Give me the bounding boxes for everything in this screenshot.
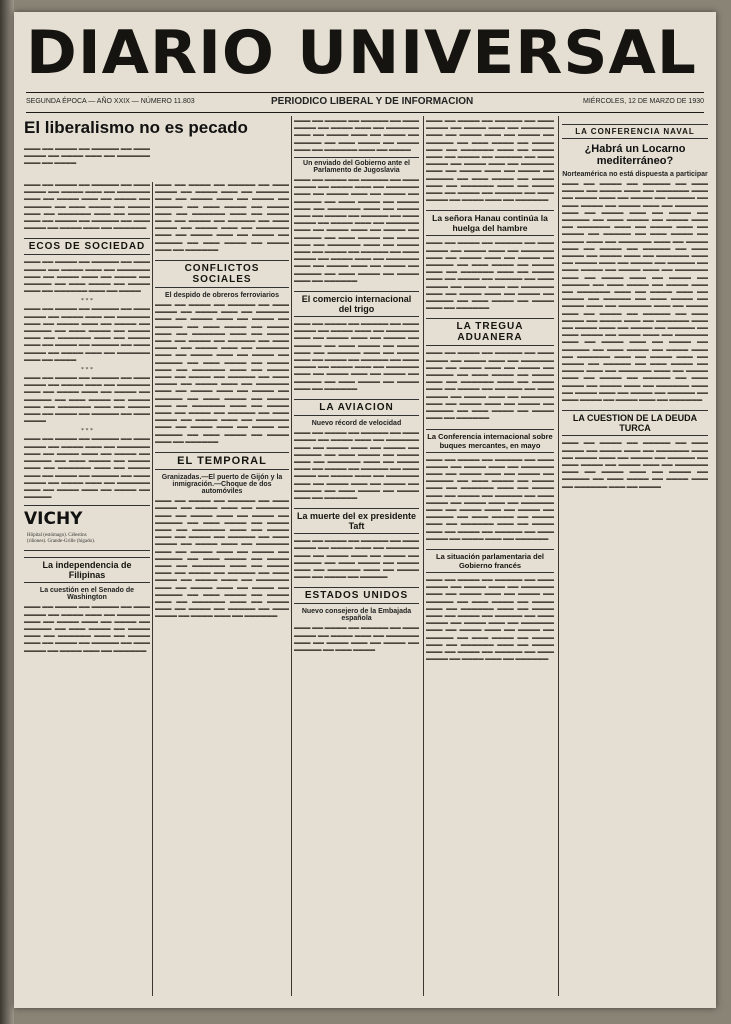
column-rule <box>291 116 292 996</box>
column-1-right <box>155 182 289 1008</box>
section-heading-comercio: El comercio internacional del trigo <box>294 291 419 317</box>
section-heading-buques: La Conferencia internacional sobre buques mercantes, en mayo <box>426 429 554 453</box>
article-text-block: ▬▬▬ ▬▬ ▬▬▬▬ ▬▬ ▬▬▬▬▬ ▬▬ ▬▬▬ ▬▬▬▬ ▬▬ ▬▬▬▬ ▬▬▬ ▬▬ ▬▬▬▬▬▬ ▬▬▬ ▬▬ ▬▬▬▬ <box>24 146 150 167</box>
column-rule <box>558 116 559 996</box>
article-text-block: ▬▬▬ ▬▬ ▬▬▬▬ ▬▬ ▬▬▬▬▬ ▬▬ ▬▬▬ ▬▬▬▬ ▬▬ ▬▬▬▬ ▬▬▬ ▬▬ ▬▬▬▬▬▬ ▬▬▬ ▬▬ ▬▬▬▬ ▬▬▬ ▬▬ ▬▬▬▬ ▬▬ ▬▬▬▬▬ ▬▬ ▬▬▬ ▬▬▬▬ ▬▬ ▬▬▬▬ ▬▬▬ ▬▬ ▬▬▬▬▬▬ ▬▬▬ ▬▬ ▬▬▬▬ ▬▬▬ ▬▬ ▬▬▬▬ ▬▬ ▬▬▬▬▬ ▬▬ ▬▬▬ ▬▬▬▬ ▬▬ ▬▬▬▬ ▬▬▬ ▬▬ ▬▬▬▬▬▬ ▬▬▬ ▬▬ ▬▬▬▬ <box>24 306 150 363</box>
subheading-locarno: ¿Habrá un Locarno mediterráneo? <box>584 143 686 167</box>
article-text-block: ▬▬▬ ▬▬ ▬▬▬▬ ▬▬ ▬▬▬▬▬ ▬▬ ▬▬▬ ▬▬▬▬ ▬▬ ▬▬▬▬ ▬▬▬ ▬▬ ▬▬▬▬▬▬ ▬▬▬ ▬▬ ▬▬▬▬ ▬▬▬ ▬▬ ▬▬▬▬ ▬▬ ▬▬▬▬▬ ▬▬ ▬▬▬ ▬▬▬▬ ▬▬ ▬▬▬▬ ▬▬▬ ▬▬ ▬▬▬▬▬▬ ▬▬▬ ▬▬ ▬▬▬▬ <box>24 259 150 295</box>
book-spine <box>0 0 14 1024</box>
article-text-block: ▬▬▬ ▬▬ ▬▬▬▬ ▬▬ ▬▬▬▬▬ ▬▬ ▬▬▬ ▬▬▬▬ ▬▬ ▬▬▬▬ ▬▬▬ ▬▬ ▬▬▬▬▬▬ ▬▬▬ ▬▬ ▬▬▬▬ ▬▬▬ ▬▬ ▬▬▬▬ ▬▬ ▬▬▬▬▬ ▬▬ ▬▬▬ ▬▬▬▬ ▬▬ ▬▬▬▬ ▬▬▬ ▬▬ ▬▬▬▬▬▬ ▬▬▬ ▬▬ ▬▬▬▬ ▬▬▬ ▬▬ ▬▬▬▬ ▬▬ ▬▬▬▬▬ ▬▬ ▬▬▬ ▬▬▬▬ ▬▬ ▬▬▬▬ ▬▬▬ ▬▬ ▬▬▬▬▬▬ ▬▬▬ ▬▬ ▬▬▬▬ ▬▬▬ ▬▬ ▬▬▬▬ ▬▬ ▬▬▬▬▬ ▬▬ ▬▬▬ ▬▬▬▬ ▬▬ ▬▬▬▬ ▬▬▬ ▬▬ ▬▬▬▬▬▬ <box>155 182 289 253</box>
section-heading-filipinas: La independencia de Filipinas <box>24 557 150 583</box>
separator: * * * <box>81 367 93 374</box>
article-text-block: ▬▬▬ ▬▬ ▬▬▬▬ ▬▬ ▬▬▬▬▬ ▬▬ ▬▬▬ ▬▬▬▬ ▬▬ ▬▬▬▬ ▬▬▬ ▬▬ ▬▬▬▬▬▬ ▬▬▬ ▬▬ ▬▬▬▬ ▬▬▬ ▬▬ ▬▬▬▬ ▬▬ ▬▬▬▬▬ ▬▬ ▬▬▬ ▬▬▬▬ ▬▬ ▬▬▬▬ ▬▬▬ ▬▬ ▬▬▬▬▬▬ ▬▬▬ ▬▬ ▬▬▬▬ ▬▬▬ ▬▬ ▬▬▬▬ ▬▬ ▬▬▬▬▬ ▬▬ ▬▬▬ ▬▬▬▬ ▬▬ ▬▬▬▬ ▬▬▬ ▬▬ ▬▬▬▬▬▬ ▬▬▬ ▬▬ ▬▬▬▬ ▬▬▬ ▬▬ ▬▬▬▬ ▬▬ ▬▬▬▬▬ ▬▬ ▬▬▬ ▬▬▬▬ ▬▬ ▬▬▬▬ ▬▬▬ ▬▬ ▬▬▬▬▬▬ ▬▬▬ ▬▬ ▬▬▬▬ ▬▬▬ ▬▬ ▬▬▬▬ ▬▬ ▬▬▬▬▬ ▬▬ ▬▬▬ ▬▬▬▬ ▬▬ ▬▬▬▬ ▬▬▬ ▬▬ ▬▬▬▬▬▬ <box>426 456 554 542</box>
newspaper-page <box>14 12 716 1008</box>
section-heading-ecos: ECOS DE SOCIEDAD <box>24 238 150 255</box>
column-3 <box>426 118 554 998</box>
article-text-block: ▬▬▬ ▬▬ ▬▬▬▬ ▬▬ ▬▬▬▬▬ ▬▬ ▬▬▬ ▬▬▬▬ ▬▬ ▬▬▬▬ ▬▬▬ ▬▬ ▬▬▬▬▬▬ ▬▬▬ ▬▬ ▬▬▬▬ ▬▬▬ ▬▬ ▬▬▬▬ ▬▬ ▬▬▬▬▬ ▬▬ ▬▬▬ ▬▬▬▬ ▬▬ ▬▬▬▬ ▬▬▬ ▬▬ ▬▬▬▬▬▬ ▬▬▬ ▬▬ ▬▬▬▬ ▬▬▬ ▬▬ ▬▬▬▬ ▬▬ ▬▬▬▬▬ <box>294 538 419 581</box>
article-text-block: ▬▬▬ ▬▬ ▬▬▬▬ ▬▬ ▬▬▬▬▬ ▬▬ ▬▬▬ ▬▬▬▬ ▬▬ ▬▬▬▬ ▬▬▬ ▬▬ ▬▬▬▬▬▬ ▬▬▬ ▬▬ ▬▬▬▬ ▬▬▬ ▬▬ ▬▬▬▬ ▬▬ ▬▬▬▬▬ ▬▬ ▬▬▬ ▬▬▬▬ ▬▬ ▬▬▬▬ ▬▬▬ ▬▬ ▬▬▬▬▬▬ ▬▬▬ ▬▬ ▬▬▬▬ ▬▬▬ ▬▬ ▬▬▬▬ ▬▬ ▬▬▬▬▬ ▬▬ ▬▬▬ ▬▬▬▬ ▬▬ ▬▬▬▬ ▬▬▬ ▬▬ ▬▬▬▬▬▬ <box>24 604 150 654</box>
article-text-block: ▬▬▬ ▬▬ ▬▬▬▬ ▬▬ ▬▬▬▬▬ ▬▬ ▬▬▬ ▬▬▬▬ ▬▬ ▬▬▬▬ ▬▬▬ ▬▬ ▬▬▬▬▬▬ ▬▬▬ ▬▬ ▬▬▬▬ ▬▬▬ ▬▬ ▬▬▬▬ ▬▬ ▬▬▬▬▬ ▬▬ ▬▬▬ ▬▬▬▬ ▬▬ ▬▬▬▬ ▬▬▬ ▬▬ ▬▬▬▬▬▬ ▬▬▬ ▬▬ ▬▬▬▬ ▬▬▬ ▬▬ ▬▬▬▬ ▬▬ ▬▬▬▬▬ ▬▬ ▬▬▬ ▬▬▬▬ ▬▬ ▬▬▬▬ ▬▬▬ ▬▬ ▬▬▬▬▬▬ ▬▬▬ ▬▬ ▬▬▬▬ ▬▬▬ ▬▬ ▬▬▬▬ ▬▬ ▬▬▬▬▬ ▬▬ ▬▬▬ ▬▬▬▬ ▬▬ ▬▬▬▬ ▬▬▬ ▬▬ ▬▬▬▬▬▬ ▬▬▬ ▬▬ ▬▬▬▬ ▬▬▬ ▬▬ ▬▬▬▬ ▬▬ ▬▬▬▬▬ ▬▬ ▬▬▬ ▬▬▬▬ ▬▬ ▬▬▬▬ ▬▬▬ ▬▬ ▬▬▬▬▬▬ ▬▬▬ ▬▬ ▬▬▬▬ ▬▬▬ ▬▬ ▬▬▬▬ ▬▬ ▬▬▬▬▬ ▬▬ ▬▬▬ ▬▬▬▬ ▬▬ ▬▬▬▬ ▬▬▬ ▬▬ ▬▬▬▬▬▬ ▬▬▬ ▬▬ ▬▬▬▬ ▬▬▬ ▬▬ ▬▬▬▬ ▬▬ ▬▬▬▬▬ ▬▬ ▬▬▬ ▬▬▬▬ ▬▬ ▬▬▬▬ ▬▬▬ ▬▬ ▬▬▬▬▬▬ <box>155 498 289 620</box>
section-heading-aviacion: LA AVIACION <box>294 399 419 416</box>
article-text-block: ▬▬▬ ▬▬ ▬▬▬▬ ▬▬ ▬▬▬▬▬ ▬▬ ▬▬▬ ▬▬▬▬ ▬▬ ▬▬▬▬ ▬▬▬ ▬▬ ▬▬▬▬▬▬ ▬▬▬ ▬▬ ▬▬▬▬ ▬▬▬ ▬▬ ▬▬▬▬ ▬▬ ▬▬▬▬▬ ▬▬ ▬▬▬ ▬▬▬▬ ▬▬ ▬▬▬▬ ▬▬▬ ▬▬ ▬▬▬▬▬▬ ▬▬▬ ▬▬ ▬▬▬▬ ▬▬▬ ▬▬ ▬▬▬▬ ▬▬ ▬▬▬▬▬ ▬▬ ▬▬▬ ▬▬▬▬ ▬▬ ▬▬▬▬ ▬▬▬ ▬▬ ▬▬▬▬▬▬ ▬▬▬ ▬▬ ▬▬▬▬ ▬▬▬ ▬▬ ▬▬▬▬ ▬▬ ▬▬▬▬▬ ▬▬ ▬▬▬ ▬▬▬▬ ▬▬ ▬▬▬▬ ▬▬▬ ▬▬ ▬▬▬▬▬▬ ▬▬▬ ▬▬ ▬▬▬▬ ▬▬▬ ▬▬ ▬▬▬▬ ▬▬ ▬▬▬▬▬ ▬▬ ▬▬▬ ▬▬▬▬ ▬▬ ▬▬▬▬ ▬▬▬ ▬▬ ▬▬▬▬▬▬ ▬▬▬ ▬▬ ▬▬▬▬ ▬▬▬ ▬▬ ▬▬▬▬ ▬▬ ▬▬▬▬▬ ▬▬ ▬▬▬ ▬▬▬▬ ▬▬ ▬▬▬▬ ▬▬▬ ▬▬ ▬▬▬▬▬▬ <box>294 177 419 284</box>
section-heading-deuda-turca: LA CUESTION DE LA DEUDA TURCA <box>562 410 708 436</box>
masthead-rule-top <box>26 92 704 93</box>
subheading-aviacion: Nuevo récord de velocidad <box>311 420 402 428</box>
tagline: PERIODICO LIBERAL Y DE INFORMACION <box>271 96 474 107</box>
vichy-advert <box>24 505 150 551</box>
article-text-block: ▬▬▬ ▬▬ ▬▬▬▬ ▬▬ ▬▬▬▬▬ ▬▬ ▬▬▬ ▬▬▬▬ ▬▬ ▬▬▬▬ ▬▬▬ ▬▬ ▬▬▬▬▬▬ ▬▬▬ ▬▬ ▬▬▬▬ ▬▬▬ ▬▬ ▬▬▬▬ ▬▬ ▬▬▬▬▬ ▬▬ ▬▬▬ ▬▬▬▬ ▬▬ ▬▬▬▬ ▬▬▬ ▬▬ ▬▬▬▬▬▬ ▬▬▬ ▬▬ ▬▬▬▬ ▬▬▬ ▬▬ ▬▬▬▬ ▬▬ ▬▬▬▬▬ ▬▬ ▬▬▬ ▬▬▬▬ ▬▬ ▬▬▬▬ ▬▬▬ ▬▬ ▬▬▬▬▬▬ <box>24 182 150 232</box>
article-text-block: ▬▬▬ ▬▬ ▬▬▬▬ ▬▬ ▬▬▬▬▬ ▬▬ ▬▬▬ ▬▬▬▬ ▬▬ ▬▬▬▬ ▬▬▬ ▬▬ ▬▬▬▬▬▬ ▬▬▬ ▬▬ ▬▬▬▬ ▬▬▬ ▬▬ ▬▬▬▬ ▬▬ ▬▬▬▬▬ ▬▬ ▬▬▬ ▬▬▬▬ ▬▬ ▬▬▬▬ ▬▬▬ ▬▬ ▬▬▬▬▬▬ ▬▬▬ ▬▬ ▬▬▬▬ ▬▬▬ ▬▬ ▬▬▬▬ ▬▬ ▬▬▬▬▬ ▬▬ ▬▬▬ ▬▬▬▬ ▬▬ ▬▬▬▬ ▬▬▬ ▬▬ ▬▬▬▬▬▬ ▬▬▬ ▬▬ ▬▬▬▬ ▬▬▬ ▬▬ ▬▬▬▬ ▬▬ ▬▬▬▬▬ ▬▬ ▬▬▬ ▬▬▬▬ ▬▬ ▬▬▬▬ ▬▬▬ ▬▬ ▬▬▬▬▬▬ <box>294 430 419 501</box>
newspaper-title: DIARIO UNIVERSAL <box>26 18 697 88</box>
article-text-block: ▬▬▬ ▬▬ ▬▬▬▬ ▬▬ ▬▬▬▬▬ ▬▬ ▬▬▬ ▬▬▬▬ ▬▬ ▬▬▬▬ ▬▬▬ ▬▬ ▬▬▬▬▬▬ ▬▬▬ ▬▬ ▬▬▬▬ ▬▬▬ ▬▬ ▬▬▬▬ ▬▬ ▬▬▬▬▬ ▬▬ ▬▬▬ ▬▬▬▬ ▬▬ ▬▬▬▬ ▬▬▬ ▬▬ ▬▬▬▬▬▬ ▬▬▬ ▬▬ ▬▬▬▬ ▬▬▬ ▬▬ ▬▬▬▬ ▬▬ ▬▬▬▬▬ ▬▬ ▬▬▬ ▬▬▬▬ ▬▬ ▬▬▬▬ ▬▬▬ ▬▬ ▬▬▬▬▬▬ ▬▬▬ ▬▬ ▬▬▬▬ ▬▬▬ ▬▬ ▬▬▬▬ ▬▬ ▬▬▬▬▬ ▬▬ ▬▬▬ ▬▬▬▬ ▬▬ ▬▬▬▬ ▬▬▬ ▬▬ ▬▬▬▬▬▬ ▬▬▬ ▬▬ ▬▬▬▬ ▬▬▬ ▬▬ ▬▬▬▬ ▬▬ ▬▬▬▬▬ ▬▬ ▬▬▬ ▬▬▬▬ ▬▬ ▬▬▬▬ ▬▬▬ ▬▬ ▬▬▬▬▬▬ <box>426 118 554 204</box>
article-text-block: ▬▬▬ ▬▬ ▬▬▬▬ ▬▬ ▬▬▬▬▬ ▬▬ ▬▬▬ ▬▬▬▬ ▬▬ ▬▬▬▬ ▬▬▬ ▬▬ ▬▬▬▬▬▬ ▬▬▬ ▬▬ ▬▬▬▬ ▬▬▬ ▬▬ ▬▬▬▬ ▬▬ ▬▬▬▬▬ ▬▬ ▬▬▬ ▬▬▬▬ ▬▬ ▬▬▬▬ ▬▬▬ ▬▬ ▬▬▬▬▬▬ ▬▬▬ ▬▬ ▬▬▬▬ ▬▬▬ ▬▬ ▬▬▬▬ ▬▬ ▬▬▬▬▬ ▬▬ ▬▬▬ ▬▬▬▬ <box>24 375 150 425</box>
article-text-block: ▬▬▬ ▬▬ ▬▬▬▬ ▬▬ ▬▬▬▬▬ ▬▬ ▬▬▬ ▬▬▬▬ ▬▬ ▬▬▬▬ ▬▬▬ ▬▬ ▬▬▬▬▬▬ ▬▬▬ ▬▬ ▬▬▬▬ ▬▬▬ ▬▬ ▬▬▬▬ ▬▬ ▬▬▬▬▬ ▬▬ ▬▬▬ ▬▬▬▬ ▬▬ ▬▬▬▬ ▬▬▬ ▬▬ ▬▬▬▬▬▬ ▬▬▬ ▬▬ ▬▬▬▬ ▬▬▬ ▬▬ ▬▬▬▬ ▬▬ ▬▬▬▬▬ ▬▬ ▬▬▬ ▬▬▬▬ ▬▬ ▬▬▬▬ ▬▬▬ ▬▬ ▬▬▬▬▬▬ ▬▬▬ ▬▬ ▬▬▬▬ <box>562 440 708 490</box>
article-text-block: ▬▬▬ ▬▬ ▬▬▬▬ ▬▬ ▬▬▬▬▬ ▬▬ ▬▬▬ ▬▬▬▬ ▬▬ ▬▬▬▬ ▬▬▬ ▬▬ ▬▬▬▬▬▬ ▬▬▬ ▬▬ ▬▬▬▬ ▬▬▬ ▬▬ ▬▬▬▬ ▬▬ ▬▬▬▬▬ ▬▬ ▬▬▬ ▬▬▬▬ ▬▬ ▬▬▬▬ ▬▬▬ ▬▬ ▬▬▬▬▬▬ ▬▬▬ ▬▬ ▬▬▬▬ ▬▬▬ ▬▬ ▬▬▬▬ ▬▬ ▬▬▬▬▬ ▬▬ ▬▬▬ ▬▬▬▬ ▬▬ ▬▬▬▬ ▬▬▬ ▬▬ ▬▬▬▬▬▬ ▬▬▬ ▬▬ ▬▬▬▬ ▬▬▬ ▬▬ ▬▬▬▬ ▬▬ ▬▬▬▬▬ ▬▬ ▬▬▬ ▬▬▬▬ ▬▬ ▬▬▬▬ ▬▬▬ ▬▬ ▬▬▬▬▬▬ ▬▬▬ ▬▬ ▬▬▬▬ ▬▬▬ ▬▬ ▬▬▬▬ ▬▬ ▬▬▬▬▬ ▬▬ ▬▬▬ ▬▬▬▬ ▬▬ ▬▬▬▬ ▬▬▬ ▬▬ ▬▬▬▬▬▬ ▬▬▬ ▬▬ ▬▬▬▬ ▬▬▬ ▬▬ ▬▬▬▬ ▬▬ ▬▬▬▬▬ ▬▬ ▬▬▬ ▬▬▬▬ ▬▬ ▬▬▬▬ ▬▬▬ ▬▬ ▬▬▬▬▬▬ ▬▬▬ ▬▬ ▬▬▬▬ ▬▬▬ ▬▬ ▬▬▬▬ ▬▬ ▬▬▬▬▬ ▬▬ ▬▬▬ ▬▬▬▬ ▬▬ ▬▬▬▬ ▬▬▬ ▬▬ ▬▬▬▬▬▬ ▬▬▬ ▬▬ ▬▬▬▬ ▬▬▬ ▬▬ ▬▬▬▬ ▬▬ ▬▬▬▬▬ ▬▬ ▬▬▬ ▬▬▬▬ ▬▬ ▬▬▬▬ ▬▬▬ ▬▬ ▬▬▬▬▬▬ <box>155 302 289 445</box>
article-text-block: ▬▬▬ ▬▬ ▬▬▬▬ ▬▬ ▬▬▬▬▬ ▬▬ ▬▬▬ ▬▬▬▬ ▬▬ ▬▬▬▬ ▬▬▬ ▬▬ ▬▬▬▬▬▬ ▬▬▬ ▬▬ ▬▬▬▬ ▬▬▬ ▬▬ ▬▬▬▬ ▬▬ ▬▬▬▬▬ ▬▬ ▬▬▬ ▬▬▬▬ <box>294 625 419 653</box>
column-rule <box>423 116 424 996</box>
section-heading-naval: LA CONFERENCIA NAVAL <box>562 124 708 139</box>
article-text-block: ▬▬▬ ▬▬ ▬▬▬▬ ▬▬ ▬▬▬▬▬ ▬▬ ▬▬▬ ▬▬▬▬ ▬▬ ▬▬▬▬ ▬▬▬ ▬▬ ▬▬▬▬▬▬ ▬▬▬ ▬▬ ▬▬▬▬ ▬▬▬ ▬▬ ▬▬▬▬ ▬▬ ▬▬▬▬▬ ▬▬ ▬▬▬ ▬▬▬▬ ▬▬ ▬▬▬▬ ▬▬▬ ▬▬ ▬▬▬▬▬▬ ▬▬▬ ▬▬ ▬▬▬▬ ▬▬▬ ▬▬ ▬▬▬▬ ▬▬ ▬▬▬▬▬ ▬▬ ▬▬▬ ▬▬▬▬ ▬▬ ▬▬▬▬ ▬▬▬ ▬▬ ▬▬▬▬▬▬ ▬▬▬ ▬▬ ▬▬▬▬ ▬▬▬ ▬▬ ▬▬▬▬ ▬▬ ▬▬▬▬▬ ▬▬ ▬▬▬ ▬▬▬▬ ▬▬ ▬▬▬▬ ▬▬▬ ▬▬ ▬▬▬▬▬▬ ▬▬▬ ▬▬ ▬▬▬▬ ▬▬▬ ▬▬ ▬▬▬▬ ▬▬ ▬▬▬▬▬ ▬▬ ▬▬▬ ▬▬▬▬ ▬▬ ▬▬▬▬ ▬▬▬ ▬▬ ▬▬▬▬▬▬ <box>426 576 554 663</box>
article-text-block: ▬▬▬ ▬▬ ▬▬▬▬ ▬▬ ▬▬▬▬▬ ▬▬ ▬▬▬ ▬▬▬▬ ▬▬ ▬▬▬▬ ▬▬▬ ▬▬ ▬▬▬▬▬▬ ▬▬▬ ▬▬ ▬▬▬▬ ▬▬▬ ▬▬ ▬▬▬▬ ▬▬ ▬▬▬▬▬ ▬▬ ▬▬▬ ▬▬▬▬ ▬▬ ▬▬▬▬ ▬▬▬ ▬▬ ▬▬▬▬▬▬ ▬▬▬ ▬▬ ▬▬▬▬ ▬▬▬ ▬▬ ▬▬▬▬ ▬▬ ▬▬▬▬▬ ▬▬ ▬▬▬ ▬▬▬▬ ▬▬ ▬▬▬▬ ▬▬▬ ▬▬ ▬▬▬▬▬▬ ▬▬▬ ▬▬ ▬▬▬▬ ▬▬▬ ▬▬ ▬▬▬▬ ▬▬ ▬▬▬▬▬ ▬▬ ▬▬▬ ▬▬▬▬ ▬▬ ▬▬▬▬ ▬▬▬ ▬▬ ▬▬▬▬▬▬ <box>294 321 419 392</box>
issue-date: MIÉRCOLES, 12 DE MARZO DE 1930 <box>583 98 704 105</box>
section-heading-taft: La muerte del ex presidente Taft <box>294 508 419 534</box>
column-rule <box>152 182 153 996</box>
column-1-left <box>24 182 150 1008</box>
article-text-block: ▬▬▬ ▬▬ ▬▬▬▬ ▬▬ ▬▬▬▬▬ ▬▬ ▬▬▬ ▬▬▬▬ ▬▬ ▬▬▬▬ ▬▬▬ ▬▬ ▬▬▬▬▬▬ ▬▬▬ ▬▬ ▬▬▬▬ ▬▬▬ ▬▬ ▬▬▬▬ ▬▬ ▬▬▬▬▬ ▬▬ ▬▬▬ ▬▬▬▬ ▬▬ ▬▬▬▬ ▬▬▬ ▬▬ ▬▬▬▬▬▬ ▬▬▬ ▬▬ ▬▬▬▬ ▬▬▬ ▬▬ ▬▬▬▬ ▬▬ ▬▬▬▬▬ ▬▬ ▬▬▬ ▬▬▬▬ ▬▬ ▬▬▬▬ ▬▬▬ ▬▬ ▬▬▬▬▬▬ ▬▬▬ ▬▬ ▬▬▬▬ ▬▬▬ ▬▬ ▬▬▬▬ ▬▬ ▬▬▬▬▬ ▬▬ ▬▬▬ ▬▬▬▬ ▬▬ ▬▬▬▬ ▬▬▬ ▬▬ ▬▬▬▬▬▬ ▬▬▬ ▬▬ ▬▬▬▬ ▬▬▬ ▬▬ ▬▬▬▬ ▬▬ ▬▬▬▬▬ ▬▬ ▬▬▬ ▬▬▬▬ ▬▬ ▬▬▬▬ ▬▬▬ ▬▬ ▬▬▬▬▬▬ ▬▬▬ ▬▬ ▬▬▬▬ ▬▬▬ ▬▬ ▬▬▬▬ ▬▬ ▬▬▬▬▬ ▬▬ ▬▬▬ ▬▬▬▬ ▬▬ ▬▬▬▬ ▬▬▬ ▬▬ ▬▬▬▬▬▬ ▬▬▬ ▬▬ ▬▬▬▬ ▬▬▬ ▬▬ ▬▬▬▬ ▬▬ ▬▬▬▬▬ ▬▬ ▬▬▬ ▬▬▬▬ ▬▬ ▬▬▬▬ ▬▬▬ ▬▬ ▬▬▬▬▬▬ ▬▬▬ ▬▬ ▬▬▬▬ ▬▬▬ ▬▬ ▬▬▬▬ ▬▬ ▬▬▬▬▬ ▬▬ ▬▬▬ ▬▬▬▬ ▬▬ ▬▬▬▬ ▬▬▬ ▬▬ ▬▬▬▬▬▬ ▬▬▬ ▬▬ ▬▬▬▬ ▬▬▬ ▬▬ ▬▬▬▬ ▬▬ ▬▬▬▬▬ ▬▬ ▬▬▬ ▬▬▬▬ ▬▬ ▬▬▬▬ ▬▬▬ ▬▬ ▬▬▬▬▬▬ ▬▬▬ ▬▬ ▬▬▬▬ ▬▬▬ ▬▬ ▬▬▬▬ ▬▬ ▬▬▬▬▬ ▬▬ ▬▬▬ ▬▬▬▬ ▬▬ ▬▬▬▬ ▬▬▬ ▬▬ ▬▬▬▬▬▬ ▬▬▬ ▬▬ ▬▬▬▬ ▬▬▬ ▬▬ ▬▬▬▬ ▬▬ ▬▬▬▬▬ ▬▬ ▬▬▬ ▬▬▬▬ ▬▬ ▬▬▬▬ ▬▬▬ ▬▬ ▬▬▬▬▬▬ ▬▬▬ ▬▬ ▬▬▬▬ ▬▬▬ ▬▬ ▬▬▬▬ ▬▬ ▬▬▬▬▬ ▬▬ ▬▬▬ ▬▬▬▬ ▬▬ ▬▬▬▬ ▬▬▬ ▬▬ ▬▬▬▬▬▬ ▬▬▬ ▬▬ ▬▬▬▬ ▬▬▬ ▬▬ ▬▬▬▬ ▬▬ ▬▬▬▬▬ ▬▬ ▬▬▬ ▬▬▬▬ ▬▬ ▬▬▬▬ ▬▬▬ ▬▬ ▬▬▬▬▬▬ ▬▬▬ ▬▬ ▬▬▬▬ ▬▬▬ ▬▬ ▬▬▬▬ ▬▬ ▬▬▬▬▬ ▬▬ ▬▬▬ ▬▬▬▬ ▬▬ ▬▬▬▬ ▬▬▬ ▬▬ ▬▬▬▬▬▬ <box>562 181 708 404</box>
subheading-eeuu: Nuevo consejero de la Embajada española <box>301 608 412 623</box>
article-text-block: ▬▬▬ ▬▬ ▬▬▬▬ ▬▬ ▬▬▬▬▬ ▬▬ ▬▬▬ ▬▬▬▬ ▬▬ ▬▬▬▬ ▬▬▬ ▬▬ ▬▬▬▬▬▬ ▬▬▬ ▬▬ ▬▬▬▬ ▬▬▬ ▬▬ ▬▬▬▬ ▬▬ ▬▬▬▬▬ ▬▬ ▬▬▬ ▬▬▬▬ ▬▬ ▬▬▬▬ ▬▬▬ ▬▬ ▬▬▬▬▬▬ ▬▬▬ ▬▬ ▬▬▬▬ ▬▬▬ ▬▬ ▬▬▬▬ ▬▬ ▬▬▬▬▬ ▬▬ ▬▬▬ ▬▬▬▬ ▬▬ ▬▬▬▬ ▬▬▬ ▬▬ ▬▬▬▬▬▬ ▬▬▬ ▬▬ ▬▬▬▬ ▬▬▬ ▬▬ ▬▬▬▬ ▬▬ ▬▬▬▬▬ ▬▬ ▬▬▬ ▬▬▬▬ ▬▬ ▬▬▬▬ ▬▬▬ ▬▬ ▬▬▬▬▬▬ <box>426 350 554 422</box>
section-heading-hanau: La señora Hanau continúa la huelga del hambre <box>426 210 554 236</box>
section-heading-parlamento: La situación parlamentaria del Gobierno francés <box>426 549 554 573</box>
article-text-block: ▬▬▬ ▬▬ ▬▬▬▬ ▬▬ ▬▬▬▬▬ ▬▬ ▬▬▬ ▬▬▬▬ ▬▬ ▬▬▬▬ ▬▬▬ ▬▬ ▬▬▬▬▬▬ ▬▬▬ ▬▬ ▬▬▬▬ ▬▬▬ ▬▬ ▬▬▬▬ ▬▬ ▬▬▬▬▬ ▬▬ ▬▬▬ ▬▬▬▬ ▬▬ ▬▬▬▬ ▬▬▬ ▬▬ ▬▬▬▬▬▬ ▬▬▬ ▬▬ ▬▬▬▬ <box>294 118 419 153</box>
lead-headline: El liberalismo no es pecado <box>24 118 248 137</box>
vichy-note: Hôpital (estómago). Célestins (riñones). Grande-Grille (hígado). <box>27 533 96 545</box>
masthead-subline <box>26 96 704 110</box>
column-2 <box>294 118 419 998</box>
masthead-rule-bottom <box>26 112 704 113</box>
subheading-enviado: Un enviado del Gobierno ante el Parlamento de Jugoslavia <box>294 157 419 174</box>
lead-article-head <box>24 118 289 182</box>
section-heading-eeuu: ESTADOS UNIDOS <box>294 587 419 604</box>
section-heading-temporal: EL TEMPORAL <box>155 452 289 470</box>
subheading-temporal: Granizadas.—El puerto de Gijón y la inmigración.—Choque de dos automóviles <box>161 474 283 496</box>
column-4 <box>562 118 708 998</box>
subheading-norteamerica: Norteamérica no está dispuesta a participar <box>562 171 708 178</box>
article-text-block: ▬▬▬ ▬▬ ▬▬▬▬ ▬▬ ▬▬▬▬▬ ▬▬ ▬▬▬ ▬▬▬▬ ▬▬ ▬▬▬▬ ▬▬▬ ▬▬ ▬▬▬▬▬▬ ▬▬▬ ▬▬ ▬▬▬▬ ▬▬▬ ▬▬ ▬▬▬▬ ▬▬ ▬▬▬▬▬ ▬▬ ▬▬▬ ▬▬▬▬ ▬▬ ▬▬▬▬ ▬▬▬ ▬▬ ▬▬▬▬▬▬ ▬▬▬ ▬▬ ▬▬▬▬ ▬▬▬ ▬▬ ▬▬▬▬ ▬▬ ▬▬▬▬▬ ▬▬ ▬▬▬ ▬▬▬▬ ▬▬ ▬▬▬▬ ▬▬▬ ▬▬ ▬▬▬▬▬▬ ▬▬▬ ▬▬ ▬▬▬▬ ▬▬▬ ▬▬ ▬▬▬▬ ▬▬ ▬▬▬▬▬ <box>24 436 150 501</box>
separator: * * * <box>81 298 93 305</box>
masthead <box>26 18 704 88</box>
separator: * * * <box>81 428 93 435</box>
subheading-conflictos: El despido de obreros ferroviarios <box>165 292 279 300</box>
article-text-block: ▬▬▬ ▬▬ ▬▬▬▬ ▬▬ ▬▬▬▬▬ ▬▬ ▬▬▬ ▬▬▬▬ ▬▬ ▬▬▬▬ ▬▬▬ ▬▬ ▬▬▬▬▬▬ ▬▬▬ ▬▬ ▬▬▬▬ ▬▬▬ ▬▬ ▬▬▬▬ ▬▬ ▬▬▬▬▬ ▬▬ ▬▬▬ ▬▬▬▬ ▬▬ ▬▬▬▬ ▬▬▬ ▬▬ ▬▬▬▬▬▬ ▬▬▬ ▬▬ ▬▬▬▬ ▬▬▬ ▬▬ ▬▬▬▬ ▬▬ ▬▬▬▬▬ ▬▬ ▬▬▬ ▬▬▬▬ ▬▬ ▬▬▬▬ ▬▬▬ ▬▬ ▬▬▬▬▬▬ ▬▬▬ ▬▬ ▬▬▬▬ ▬▬▬ ▬▬ ▬▬▬▬ ▬▬ ▬▬▬▬▬ ▬▬ ▬▬▬ ▬▬▬▬ ▬▬ ▬▬▬▬ ▬▬▬ ▬▬ ▬▬▬▬▬▬ <box>426 240 554 312</box>
vichy-logo: VICHY <box>24 509 83 530</box>
issue-number: SEGUNDA ÉPOCA — AÑO XXIX — NÚMERO 11.803 <box>26 98 195 105</box>
section-heading-conflictos: CONFLICTOS SOCIALES <box>155 260 289 288</box>
section-heading-tregua: LA TREGUA ADUANERA <box>426 318 554 346</box>
subheading-filipinas: La cuestión en el Senado de Washington <box>39 587 135 602</box>
